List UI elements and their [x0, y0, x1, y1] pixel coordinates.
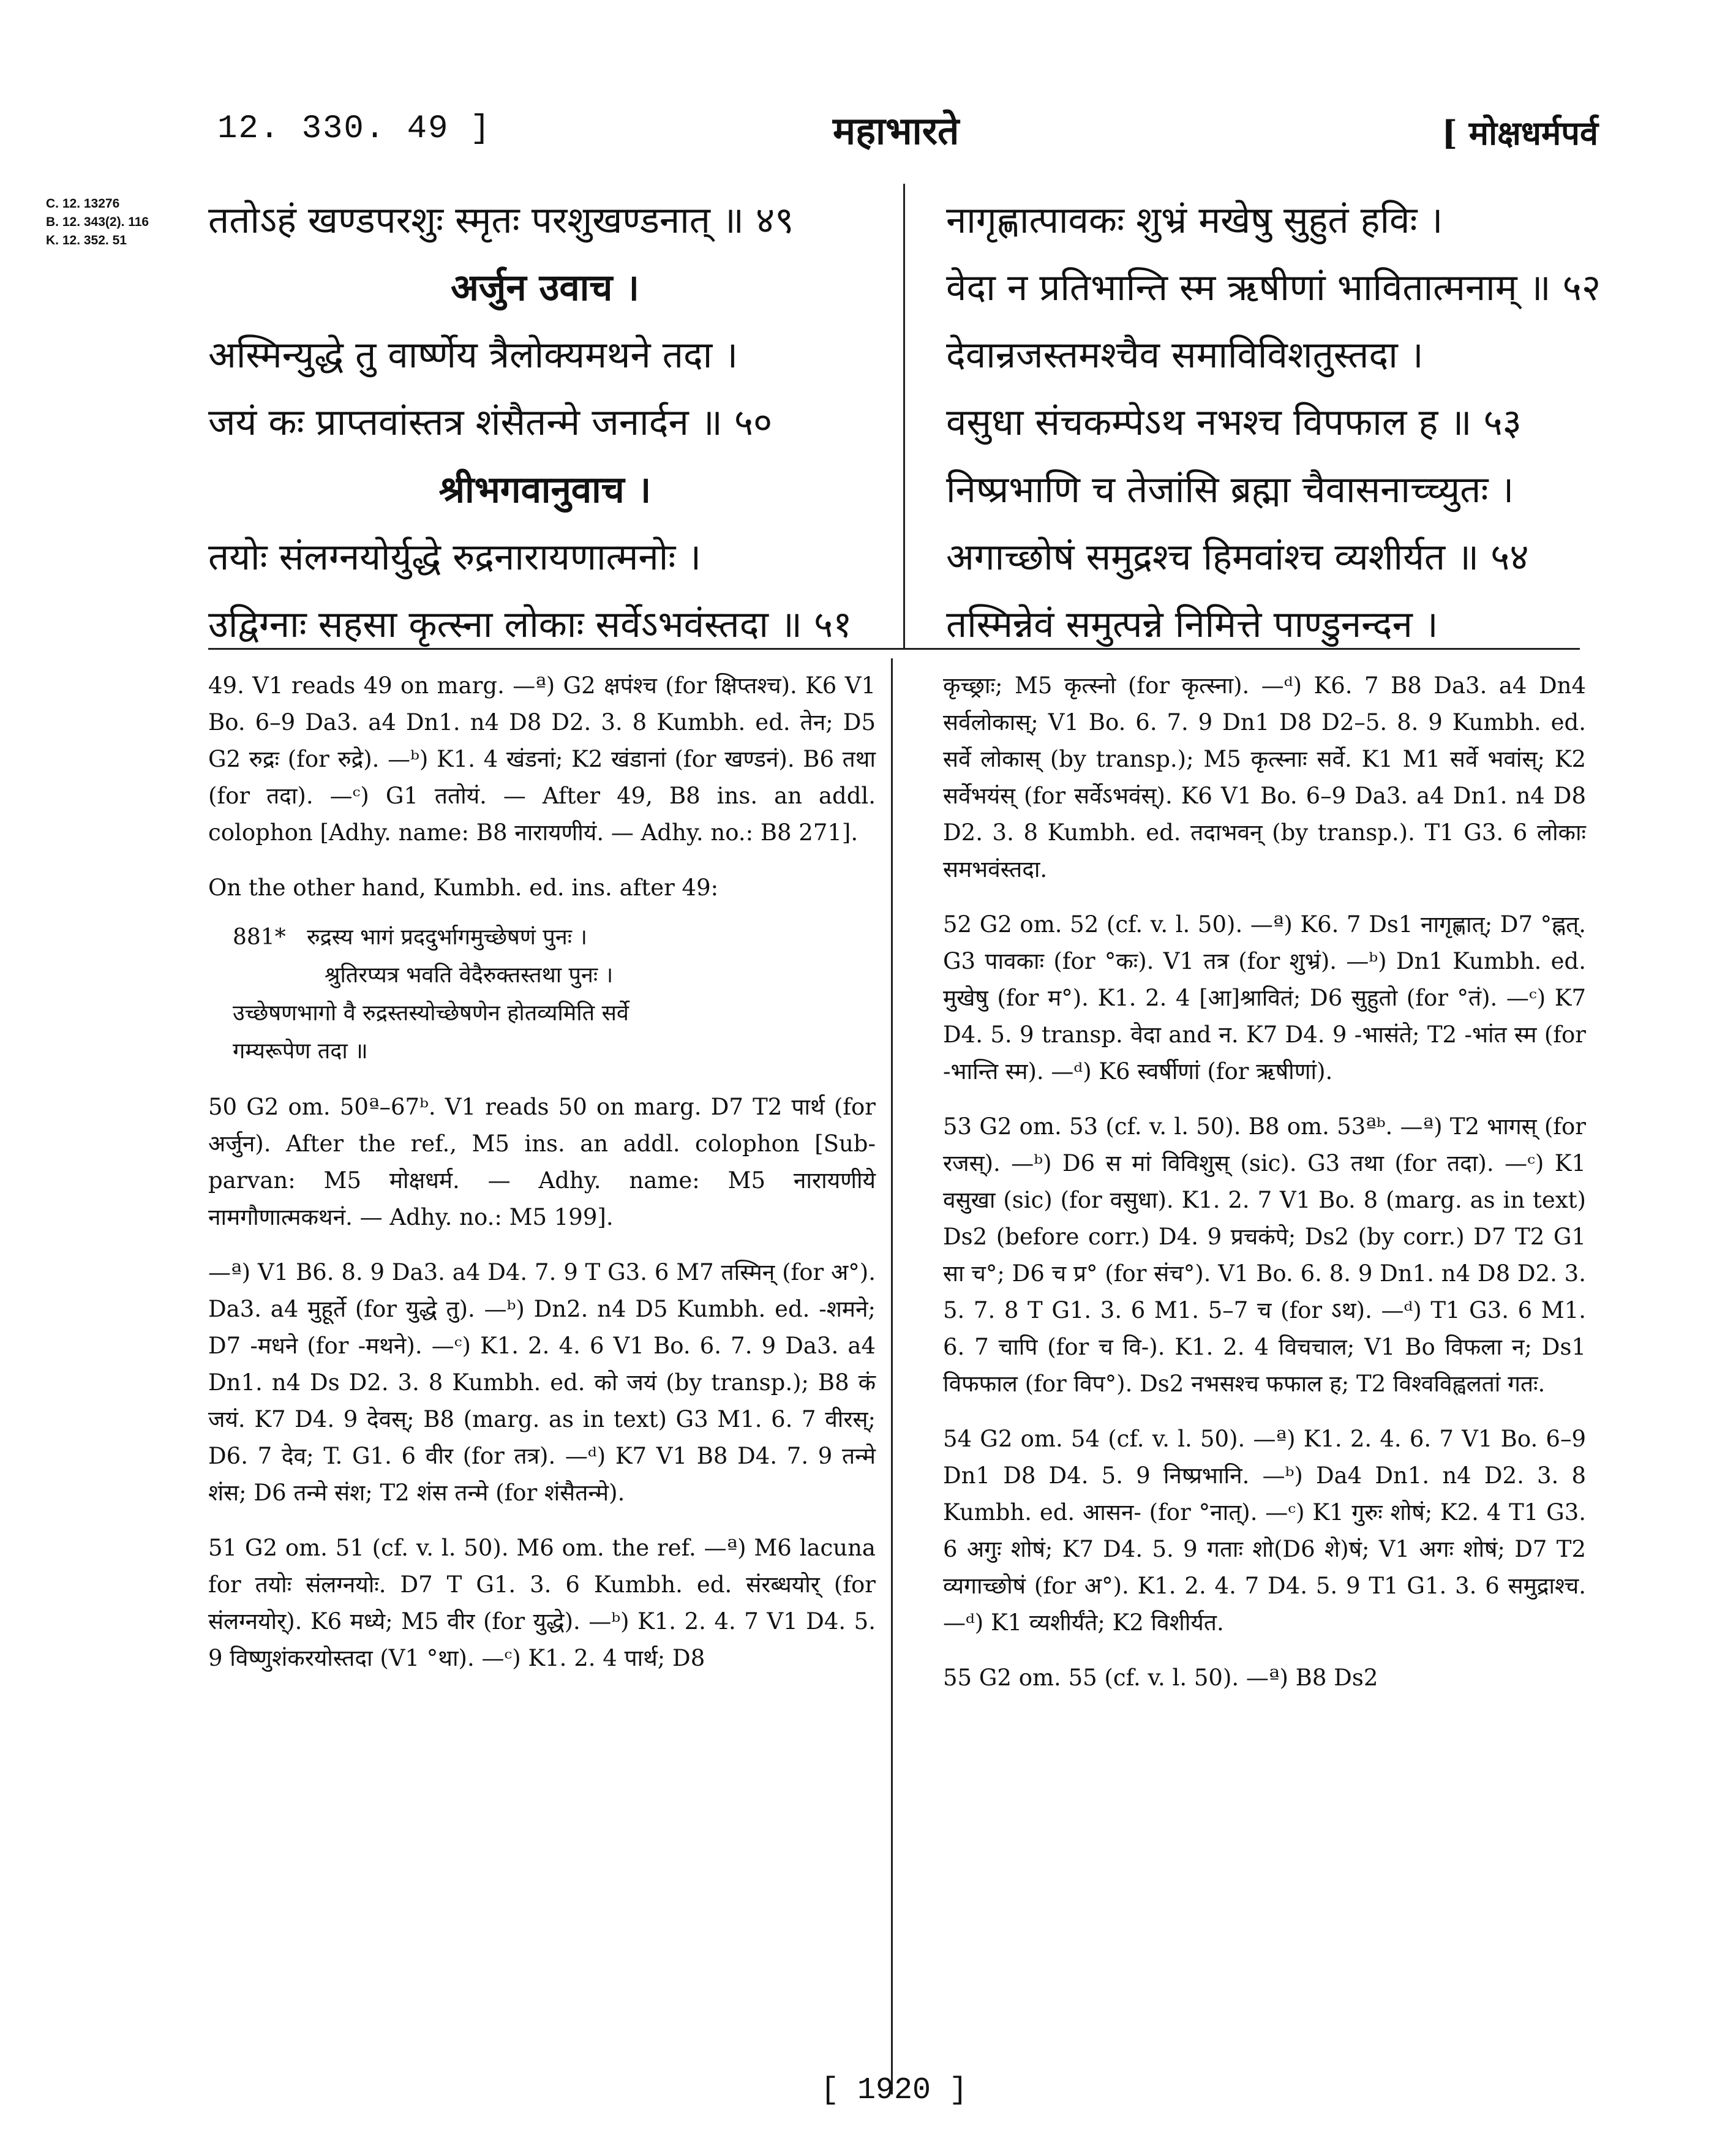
verse-line: नागृह्णात्पावकः शुभ्रं मखेषु सुहुतं हविः । — [946, 199, 1443, 242]
passage-line: उच्छेषणभागो वै रुद्रस्तस्योच्छेषणेन होतव्यमिति सर्वे — [233, 1001, 629, 1026]
verse-line: तस्मिन्नेवं समुत्पन्ने निमित्ते पाण्डुनन्दन । — [946, 603, 1438, 646]
passage-line: रुद्रस्य भागं प्रददुर्भागमुच्छेषणं पुनः । — [307, 925, 588, 950]
verse-line: वेदा न प्रतिभान्ति स्म ऋषीणां भावितात्मनाम् ॥ ५२ — [946, 266, 1601, 309]
note-49-intro: On the other hand, Kumbh. ed. ins. after 49: — [208, 875, 719, 901]
passage-number: 881* — [233, 925, 286, 950]
verse-notes-divider — [208, 648, 1580, 650]
verse-line: उद्विग्नाः सहसा कृत्स्ना लोकाः सर्वेऽभवंस्तदा ॥ ५१ — [208, 603, 852, 646]
concordance-line: B. 12. 343(2). 116 — [46, 215, 149, 229]
passage-line: गम्यरूपेण तदा ॥ — [233, 1039, 368, 1064]
verse-line: अगाच्छोषं समुद्रश्च हिमवांश्च व्यशीर्यत ॥ ५४ — [946, 536, 1529, 579]
column-divider-top — [903, 184, 905, 649]
verse-line: जयं कः प्राप्तवांस्तत्र शंसैतन्मे जनार्दन ॥ ५० — [208, 401, 773, 444]
running-title: महाभारते — [833, 108, 960, 153]
page-header — [0, 104, 1736, 171]
note-54: 54 G2 om. 54 (cf. v. l. 50). —ª) K1. 2. 4. 6. 7 V1 Bo. 6–9 Dn1 D8 D4. 5. 9 निष्प्रभानि. —ᵇ) Da4 Dn1. n4 D2. 3. 8 Kumbh. ed. आसन- (for °नात्). —ᶜ) K1 गुरुः शोषं; K2. 4 T1 G3. 6 अगुः शोषं; K7 D4. 5. 9 गताः शो(D6 शे)षं; V1 अगः शोषं; D7 T2 व्यगाच्छोषं (for अ°). K1. 2. 4. 7 D4. 5. 9 T1 G1. 3. 6 समुद्राश्च. —ᵈ) K1 व्यशीर्यंते; K2 विशीर्यत. — [943, 1426, 1586, 1636]
verse-line: तयोः संलग्नयोर्युद्धे रुद्रनारायणात्मनोः । — [208, 536, 702, 579]
note-51: 51 G2 om. 51 (cf. v. l. 50). M6 om. the ref. —ª) M6 lacuna for तयोः संलग्नयोः. D7 T G1. 3. 6 Kumbh. ed. संरब्धयोर् (for संलग्नयोर्). K6 मध्ये; M5 वीर (for युद्धे). —ᵇ) K1. 2. 4. 7 V1 D4. 5. 9 विष्णुशंकरयोस्तदा (V1 °था). —ᶜ) K1. 2. 4 पार्थ; D8 — [208, 1535, 876, 1671]
note-50-cont: —ª) V1 B6. 8. 9 Da3. a4 D4. 7. 9 T G3. 6 M7 तस्मिन् (for अ°). Da3. a4 मुहूर्ते (for युद्धे तु). —ᵇ) Dn2. n4 D5 Kumbh. ed. -शमने; D7 -मधने (for -मथने). —ᶜ) K1. 2. 4. 6 V1 Bo. 6. 7. 9 Da3. a4 Dn1. n4 Ds D2. 3. 8 Kumbh. ed. को जयं (by transp.); B8 कं जयं. K7 D4. 9 देवस्; B8 (marg. as in text) G3 M1. 6. 7 वीरस्; D6. 7 देव; T. G1. 6 वीर (for तत्र). —ᵈ) K7 V1 B8 D4. 7. 9 तन्मे शंस; D6 तन्मे संश; T2 शंस तन्मे (for शंसैतन्मे). — [208, 1259, 876, 1506]
verse-line: ततोऽहं खण्डपरशुः स्मृतः परशुखण्डनात् ॥ ४९ — [208, 199, 794, 242]
notes-column-left — [208, 668, 876, 1695]
running-reference: 12. 330. 49 ] — [217, 110, 492, 148]
verse-column-left — [208, 187, 882, 658]
speaker-line: अर्जुन उवाच । — [450, 266, 640, 309]
verse-column-right — [946, 187, 1601, 658]
passage-line: श्रुतिरप्यत्र भवति वेदैरुक्तस्तथा पुनः । — [325, 963, 614, 988]
note-55: 55 G2 om. 55 (cf. v. l. 50). —ª) B8 Ds2 — [943, 1665, 1378, 1691]
verse-line: देवान्रजस्तमश्चैव समाविविशतुस्तदा । — [946, 334, 1424, 377]
note-50: 50 G2 om. 50ª–67ᵇ. V1 reads 50 on marg. D7 T2 पार्थ (for अर्जुन). After the ref., M5 ins. an addl. colophon [Sub-parvan: M5 मोक्षधर्म. — Adhy. name: M5 नारायणीये नामगौणात्मकथनं. — Adhy. no.: M5 199]. — [208, 1094, 876, 1230]
star-passage — [233, 919, 876, 1070]
verse-line: निष्प्रभाणि च तेजांसि ब्रह्मा चैवासनाच्च्युतः । — [946, 468, 1514, 511]
concordance-line: C. 12. 13276 — [46, 197, 120, 211]
note-53: 53 G2 om. 53 (cf. v. l. 50). B8 om. 53ªᵇ. —ª) T2 भागस् (for रजस्). —ᵇ) D6 स मां विविशुस् (sic). G3 तथा (for तदा). —ᶜ) K1 वसुखा (sic) (for वसुधा). K1. 2. 7 V1 Bo. 8 (marg. as in text) Ds2 (before corr.) D4. 9 प्रचकंपे; Ds2 (by corr.) D7 T2 G1 सा च°; D6 च प्र° (for संच°). V1 Bo. 6. 8. 9 Dn1. n4 D8 D2. 3. 5. 7. 8 T G1. 3. 6 M1. 5–7 च (for ऽथ). —ᵈ) T1 G3. 6 M1. 6. 7 चापि (for च वि-). K1. 2. 4 विचचाल; V1 Bo विफला न; Ds1 विफफाल (for विप°). Ds2 नभसश्च फफाल ह; T2 विश्वविह्वलतां गतः. — [943, 1113, 1586, 1397]
page-number: [ 1920 ] — [821, 2073, 968, 2108]
column-divider-bottom — [891, 658, 893, 2094]
concordance-line: K. 12. 352. 51 — [46, 233, 127, 247]
verse-line: वसुधा संचकम्पेऽथ नभश्च विपफाल ह ॥ ५३ — [946, 401, 1522, 444]
parva-title: [ मोक्षधर्मपर्व — [1441, 113, 1598, 152]
concordance — [46, 195, 149, 250]
note-52: 52 G2 om. 52 (cf. v. l. 50). —ª) K6. 7 Ds1 नागृह्णात्; D7 °ह्नत्. G3 पावकाः (for °कः). V1 तत्र (for शुभ्रं). —ᵇ) Dn1 Kumbh. ed. मुखेषु (for म°). K1. 2. 4 [आ]श्रावितं; D6 सुहुतो (for °तं). —ᶜ) K7 D4. 5. 9 transp. वेदा and न. K7 D4. 9 -भासंते; T2 -भांत स्म (for -भान्ति स्म). —ᵈ) K6 स्वर्षीणां (for ऋषीणां). — [943, 911, 1586, 1085]
speaker-line: श्रीभगवानुवाच । — [438, 468, 652, 511]
verse-line: अस्मिन्युद्धे तु वार्ष्णेय त्रैलोक्यमथने तदा । — [208, 334, 738, 377]
notes-column-right — [943, 668, 1586, 1715]
note-49: 49. V1 reads 49 on marg. —ª) G2 क्षपंश्च (for क्षिप्तश्च). K6 V1 Bo. 6–9 Da3. a4 Dn1. n4 D8 D2. 3. 8 Kumbh. ed. तेन; D5 G2 रुद्रः (for रुद्रे). —ᵇ) K1. 4 खंडनां; K2 खंडानां (for खण्डनं). B6 तथा (for तदा). —ᶜ) G1 ततोयं. — After 49, B8 ins. an addl. colophon [Adhy. name: B8 नारायणीयं. — Adhy. no.: B8 271]. — [208, 672, 876, 846]
note-51-cont: कृच्छ्राः; M5 कृत्स्नो (for कृत्स्ना). —ᵈ) K6. 7 B8 Da3. a4 Dn4 सर्वलोकास्; V1 Bo. 6. 7. 9 Dn1 D8 D2–5. 8. 9 Kumbh. ed. सर्वे लोकास् (by transp.); M5 कृत्स्नाः सर्वे. K1 M1 सर्वे भवांस्; K2 सर्वेभयंस् (for सर्वेऽभवंस्). K6 V1 Bo. 6–9 Da3. a4 Dn1. n4 D8 D2. 3. 8 Kumbh. ed. तदाभवन् (by transp.). T1 G3. 6 लोकाः समभवंस्तदा. — [943, 672, 1586, 882]
